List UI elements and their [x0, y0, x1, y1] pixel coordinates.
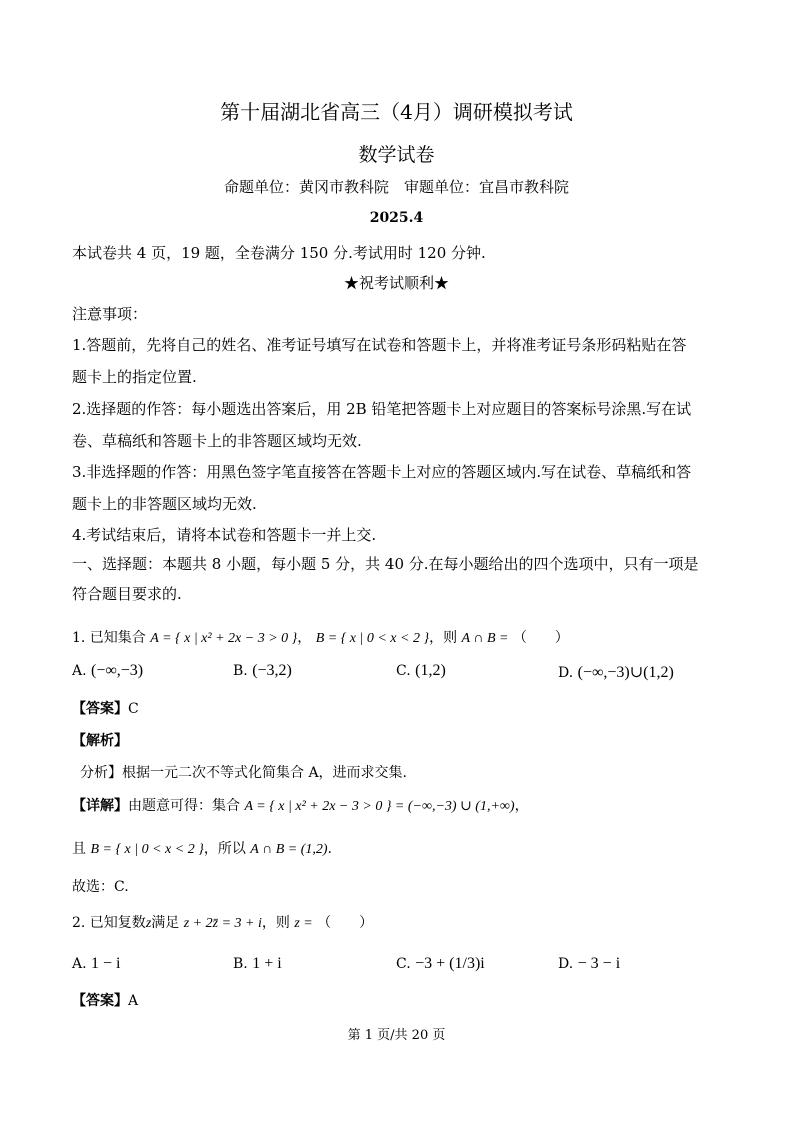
note-2-line-1: 2.选择题的作答：每小题选出答案后，用 2B 铅笔把答题卡上对应题目的答案标号涂黑.写在试 [72, 400, 692, 418]
section-1-line-1: 一、选择题：本题共 8 小题，每小题 5 分，共 40 分.在每小题给出的四个选项中，只有一项是 [72, 555, 699, 573]
q1-option-a-value: (−∞,−3) [91, 662, 144, 679]
page-footer: 第 1 页/共 20 页 [347, 1028, 446, 1043]
question-2-stem [72, 912, 373, 932]
q2-option-b-value: 1 + i [252, 955, 282, 972]
exam-units: 命题单位：黄冈市教科院 审题单位：宜昌市教科院 [223, 178, 569, 196]
q2-option-d-label: D. [558, 956, 574, 972]
q1-detail-2-end: . [327, 841, 332, 857]
q1-detail-2-math-1: B = { x | 0 < x < 2 } [90, 842, 204, 857]
q1-detail-line-1 [72, 795, 529, 815]
q2-option-b [233, 955, 282, 973]
q1-answer-value: C [128, 701, 139, 717]
q1-set-a: A = { x | x² + 2x − 3 > 0 } [150, 631, 298, 646]
q1-paren: （ ） [512, 630, 569, 646]
note-3-line-2: 题卡上的非答题区域均无效. [72, 495, 257, 513]
note-1-line-1: 1.答题前，先将自己的姓名、准考证号填写在试卷和答题卡上，并将准考证号条形码粘贴在答 [72, 336, 687, 354]
note-3-line-1: 3.非选择题的作答：用黑色签字笔直接答在答题卡上对应的答题区域内.写在试卷、草稿纸和答 [72, 463, 692, 481]
q2-answer-tag: 【答案】 [72, 993, 128, 1009]
q2-option-b-label: B. [233, 956, 248, 972]
q1-prefix: 1. 已知集合 [72, 630, 146, 646]
q1-detail-2-mid: ，所以 [203, 841, 246, 857]
q2-mid: 满足 [151, 915, 180, 931]
q2-paren: （ ） [317, 915, 374, 931]
q1-option-a [72, 662, 143, 680]
q1-comma: ， [297, 630, 312, 646]
q1-option-b-value: (−3,2) [252, 662, 292, 679]
q2-ask: z = [294, 916, 313, 931]
q2-suffix: ，则 [261, 915, 290, 931]
q1-detail-1-end: ， [514, 798, 529, 814]
q2-answer [72, 990, 138, 1010]
q1-detail-line-2 [72, 838, 332, 858]
q1-detail-tag: 【详解】 [72, 798, 128, 814]
q2-option-c-label: C. [396, 956, 411, 972]
q1-detail-2-math-2: A ∩ B = (1,2) [250, 842, 328, 857]
q2-option-d [558, 955, 620, 973]
exam-subject: 数学试卷 [358, 144, 435, 166]
q1-option-c [396, 662, 446, 680]
exam-info: 本试卷共 4 页，19 题，全卷满分 150 分.考试用时 120 分钟. [72, 244, 486, 262]
q1-analysis: 分析】根据一元二次不等式化简集合 A，进而求交集. [80, 765, 408, 781]
note-2-line-2: 卷、草稿纸和答题卡上的非答题区域均无效. [72, 432, 362, 450]
q2-option-a [72, 955, 120, 973]
q1-detail-2: 且 [72, 841, 86, 857]
q2-option-d-value: − 3 − i [577, 955, 621, 972]
exam-wish: ★祝考试顺利★ [343, 274, 449, 292]
q2-option-c [396, 955, 485, 973]
q1-analysis-tag [72, 730, 128, 750]
q1-detail-1: 由题意可得：集合 [128, 798, 240, 814]
note-4: 4.考试结束后，请将本试卷和答题卡一并上交. [72, 526, 377, 544]
q1-set-b: B = { x | 0 < x < 2 } [315, 631, 430, 646]
q1-choice: 故选：C. [72, 879, 129, 895]
q1-detail-1-math: A = { x | x² + 2x − 3 > 0 } = (−∞,−3) ∪ (1,+∞) [244, 799, 515, 814]
section-1-line-2: 符合题目要求的. [72, 585, 182, 603]
q2-z: z [145, 916, 152, 931]
q1-option-c-label: C. [396, 663, 411, 679]
q1-analysis-tag-text: 【解析】 [72, 733, 128, 749]
q1-option-d-label: D. [558, 665, 574, 681]
q2-option-a-label: A. [72, 956, 87, 972]
notes-heading: 注意事项： [72, 305, 148, 323]
q1-option-c-value: (1,2) [415, 662, 446, 679]
note-1-line-2: 题卡上的指定位置. [72, 368, 197, 386]
question-1-stem [72, 627, 569, 647]
q2-answer-value: A [128, 993, 139, 1009]
exam-title: 第十届湖北省高三（4月）调研模拟考试 [220, 100, 573, 124]
q1-option-b-label: B. [233, 663, 248, 679]
q2-equation: z + 2z̄ = 3 + i [183, 916, 262, 931]
q1-option-d [558, 662, 674, 682]
q1-option-d-value: (−∞,−3)∪(1,2) [577, 664, 674, 681]
q2-option-a-value: 1 − i [91, 955, 121, 972]
q1-option-a-label: A. [72, 663, 87, 679]
exam-date: 2025.4 [369, 210, 424, 226]
q2-option-c-value: −3 + (1/3)i [415, 955, 485, 972]
q2-prefix: 2. 已知复数 [72, 915, 146, 931]
q1-answer [72, 698, 139, 718]
q1-suffix: ，则 [429, 630, 458, 646]
q1-answer-tag: 【答案】 [72, 701, 128, 717]
q1-ask: A ∩ B = [461, 631, 509, 646]
q1-option-b [233, 662, 292, 680]
